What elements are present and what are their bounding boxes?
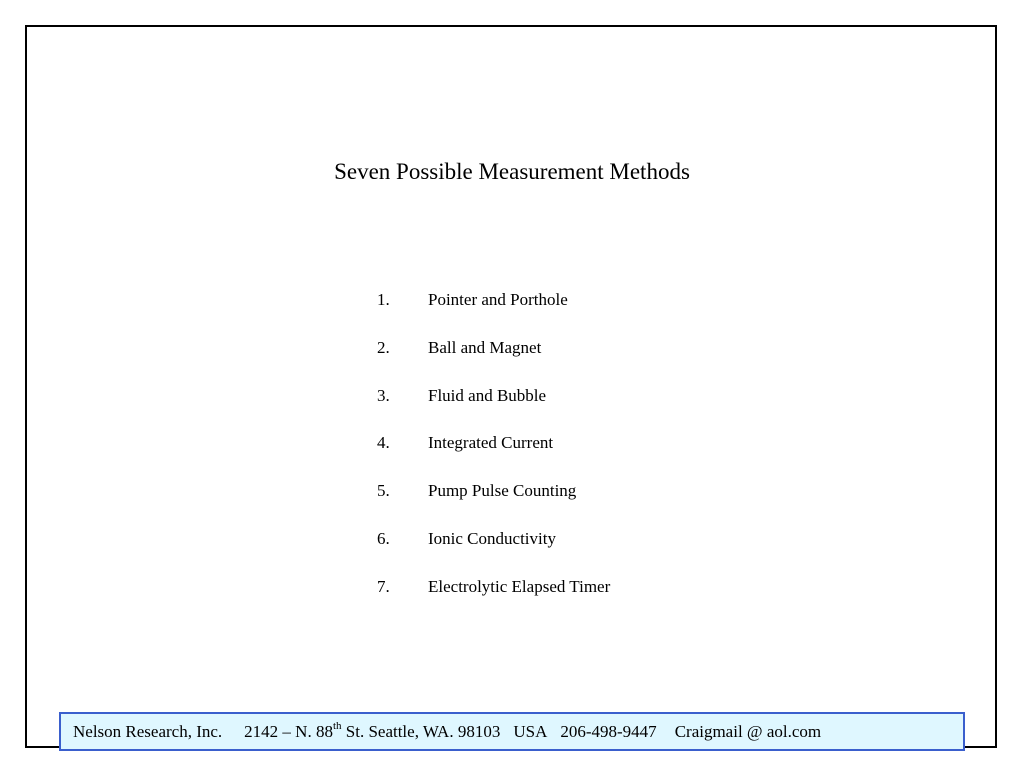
list-item-label: Ball and Magnet (428, 337, 542, 357)
list-item (377, 574, 610, 622)
list-item (377, 430, 610, 478)
method-list (377, 287, 610, 622)
footer-contact-box (59, 712, 965, 751)
list-item (377, 478, 610, 526)
list-item-number: 7. (377, 576, 390, 596)
list-item (377, 383, 610, 431)
list-item (377, 526, 610, 574)
footer-phone: 206-498-9447 (560, 722, 657, 741)
footer-email: Craigmail @ aol.com (674, 722, 822, 741)
list-item-label: Fluid and Bubble (428, 385, 547, 405)
list-item-number: 6. (377, 528, 390, 548)
footer-company: Nelson Research, Inc. (73, 722, 223, 741)
list-item-label: Pointer and Porthole (428, 290, 568, 309)
footer-street-suffix: th (332, 720, 342, 733)
list-item-label: Ionic Conductivity (428, 528, 556, 548)
list-item-number: 4. (377, 433, 390, 453)
list-item-label: Integrated Current (428, 433, 554, 453)
footer-street-number: 2142 – N. 88 (244, 722, 333, 741)
list-item-label: Pump Pulse Counting (428, 481, 577, 501)
list-item (377, 335, 610, 383)
list-item (377, 287, 610, 335)
list-item-number: 1. (377, 290, 390, 309)
list-item-label: Electrolytic Elapsed Timer (428, 576, 611, 596)
footer-street-address: St. Seattle, WA. 98103 (345, 722, 501, 741)
list-item-number: 5. (377, 481, 390, 501)
list-item-number: 3. (377, 385, 390, 405)
list-item-number: 2. (377, 337, 390, 357)
slide-title: Seven Possible Measurement Methods (334, 159, 690, 184)
footer-country: USA (513, 722, 548, 741)
